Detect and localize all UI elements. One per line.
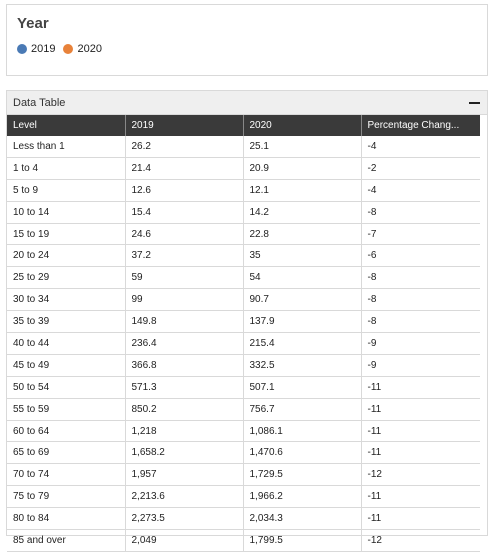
table-row bbox=[7, 201, 480, 223]
table-cell: 40 to 44 bbox=[7, 333, 125, 355]
table-cell: 12.6 bbox=[125, 179, 243, 201]
table-cell: 22.8 bbox=[243, 223, 361, 245]
table-cell: 5 to 9 bbox=[7, 179, 125, 201]
table-row bbox=[7, 508, 480, 530]
table-cell: 10 to 14 bbox=[7, 201, 125, 223]
table-cell: 35 bbox=[243, 245, 361, 267]
data-table-title: Data Table bbox=[13, 96, 66, 109]
table-row bbox=[7, 354, 480, 376]
table-cell: 37.2 bbox=[125, 245, 243, 267]
legend-dot-2019 bbox=[17, 44, 27, 54]
table-cell: -7 bbox=[361, 223, 480, 245]
legend-item-2019[interactable] bbox=[17, 43, 55, 55]
table-cell: 20.9 bbox=[243, 157, 361, 179]
data-table-panel bbox=[6, 90, 488, 546]
table-row bbox=[7, 245, 480, 267]
table-cell: 14.2 bbox=[243, 201, 361, 223]
table-row bbox=[7, 179, 480, 201]
table-cell: 15.4 bbox=[125, 201, 243, 223]
table-header-row bbox=[7, 115, 480, 136]
column-header-level[interactable]: Level bbox=[7, 115, 125, 136]
table-cell: 1 to 4 bbox=[7, 157, 125, 179]
table-cell: 54 bbox=[243, 267, 361, 289]
collapse-icon[interactable] bbox=[469, 97, 481, 109]
table-row bbox=[7, 289, 480, 311]
column-header-2019[interactable]: 2019 bbox=[125, 115, 243, 136]
table-cell: 60 to 64 bbox=[7, 420, 125, 442]
table-cell: 15 to 19 bbox=[7, 223, 125, 245]
table-cell: -11 bbox=[361, 376, 480, 398]
table-cell: 850.2 bbox=[125, 398, 243, 420]
table-cell: 2,273.5 bbox=[125, 508, 243, 530]
table-row bbox=[7, 442, 480, 464]
table-cell: -4 bbox=[361, 179, 480, 201]
table-cell: 366.8 bbox=[125, 354, 243, 376]
table-body bbox=[7, 136, 480, 551]
table-cell: 35 to 39 bbox=[7, 311, 125, 333]
table-row bbox=[7, 398, 480, 420]
table-cell: 59 bbox=[125, 267, 243, 289]
table-cell: 332.5 bbox=[243, 354, 361, 376]
table-row bbox=[7, 376, 480, 398]
table-cell: 1,957 bbox=[125, 464, 243, 486]
table-cell: 507.1 bbox=[243, 376, 361, 398]
table-cell: 149.8 bbox=[125, 311, 243, 333]
table-cell: 1,799.5 bbox=[243, 530, 361, 552]
table-cell: 99 bbox=[125, 289, 243, 311]
table-cell: -11 bbox=[361, 398, 480, 420]
column-header-percentage-change[interactable]: Percentage Chang... bbox=[361, 115, 480, 136]
table-cell: -11 bbox=[361, 420, 480, 442]
legend-panel bbox=[6, 4, 488, 76]
table-cell: 2,034.3 bbox=[243, 508, 361, 530]
table-cell: -12 bbox=[361, 530, 480, 552]
table-cell: 1,086.1 bbox=[243, 420, 361, 442]
table-cell: 70 to 74 bbox=[7, 464, 125, 486]
table-row bbox=[7, 136, 480, 157]
table-cell: 25 to 29 bbox=[7, 267, 125, 289]
table-cell: 236.4 bbox=[125, 333, 243, 355]
table-row bbox=[7, 464, 480, 486]
table-cell: -8 bbox=[361, 201, 480, 223]
legend-label-2019: 2019 bbox=[31, 43, 56, 55]
table-cell: -11 bbox=[361, 442, 480, 464]
table-cell: 2,213.6 bbox=[125, 486, 243, 508]
table-cell: 30 to 34 bbox=[7, 289, 125, 311]
data-table-header bbox=[7, 91, 487, 115]
table-cell: -9 bbox=[361, 354, 480, 376]
table-row bbox=[7, 530, 480, 552]
table-cell: 1,966.2 bbox=[243, 486, 361, 508]
legend-title: Year bbox=[17, 15, 49, 32]
table-row bbox=[7, 333, 480, 355]
table-cell: 26.2 bbox=[125, 136, 243, 157]
table-cell: -8 bbox=[361, 289, 480, 311]
table-row bbox=[7, 267, 480, 289]
table-cell: 571.3 bbox=[125, 376, 243, 398]
table-cell: 25.1 bbox=[243, 136, 361, 157]
table-row bbox=[7, 157, 480, 179]
table-cell: 75 to 79 bbox=[7, 486, 125, 508]
table-cell: -12 bbox=[361, 464, 480, 486]
table-cell: 1,658.2 bbox=[125, 442, 243, 464]
table-cell: 1,729.5 bbox=[243, 464, 361, 486]
table-cell: -4 bbox=[361, 136, 480, 157]
table-cell: 215.4 bbox=[243, 333, 361, 355]
table-cell: 90.7 bbox=[243, 289, 361, 311]
table-cell: -6 bbox=[361, 245, 480, 267]
table-cell: 24.6 bbox=[125, 223, 243, 245]
table-cell: 2,049 bbox=[125, 530, 243, 552]
table-cell: 85 and over bbox=[7, 530, 125, 552]
table-cell: -8 bbox=[361, 311, 480, 333]
table-cell: 55 to 59 bbox=[7, 398, 125, 420]
table-cell: -2 bbox=[361, 157, 480, 179]
data-table-wrap bbox=[7, 115, 487, 552]
table-cell: 1,470.6 bbox=[243, 442, 361, 464]
table-cell: -11 bbox=[361, 508, 480, 530]
table-row bbox=[7, 486, 480, 508]
table-cell: 20 to 24 bbox=[7, 245, 125, 267]
table-cell: 21.4 bbox=[125, 157, 243, 179]
table-row bbox=[7, 223, 480, 245]
table-cell: 80 to 84 bbox=[7, 508, 125, 530]
column-header-2020[interactable]: 2020 bbox=[243, 115, 361, 136]
table-cell: 50 to 54 bbox=[7, 376, 125, 398]
table-cell: 45 to 49 bbox=[7, 354, 125, 376]
table-cell: 756.7 bbox=[243, 398, 361, 420]
legend-items bbox=[17, 43, 110, 55]
table-cell: 1,218 bbox=[125, 420, 243, 442]
table-cell: 65 to 69 bbox=[7, 442, 125, 464]
table-cell: -8 bbox=[361, 267, 480, 289]
legend-dot-2020 bbox=[63, 44, 73, 54]
table-cell: -9 bbox=[361, 333, 480, 355]
data-table bbox=[7, 115, 480, 552]
table-cell: -11 bbox=[361, 486, 480, 508]
table-row bbox=[7, 420, 480, 442]
table-cell: 137.9 bbox=[243, 311, 361, 333]
legend-label-2020: 2020 bbox=[77, 43, 102, 55]
table-row bbox=[7, 311, 480, 333]
legend-item-2020[interactable] bbox=[63, 43, 101, 55]
table-cell: Less than 1 bbox=[7, 136, 125, 157]
table-cell: 12.1 bbox=[243, 179, 361, 201]
